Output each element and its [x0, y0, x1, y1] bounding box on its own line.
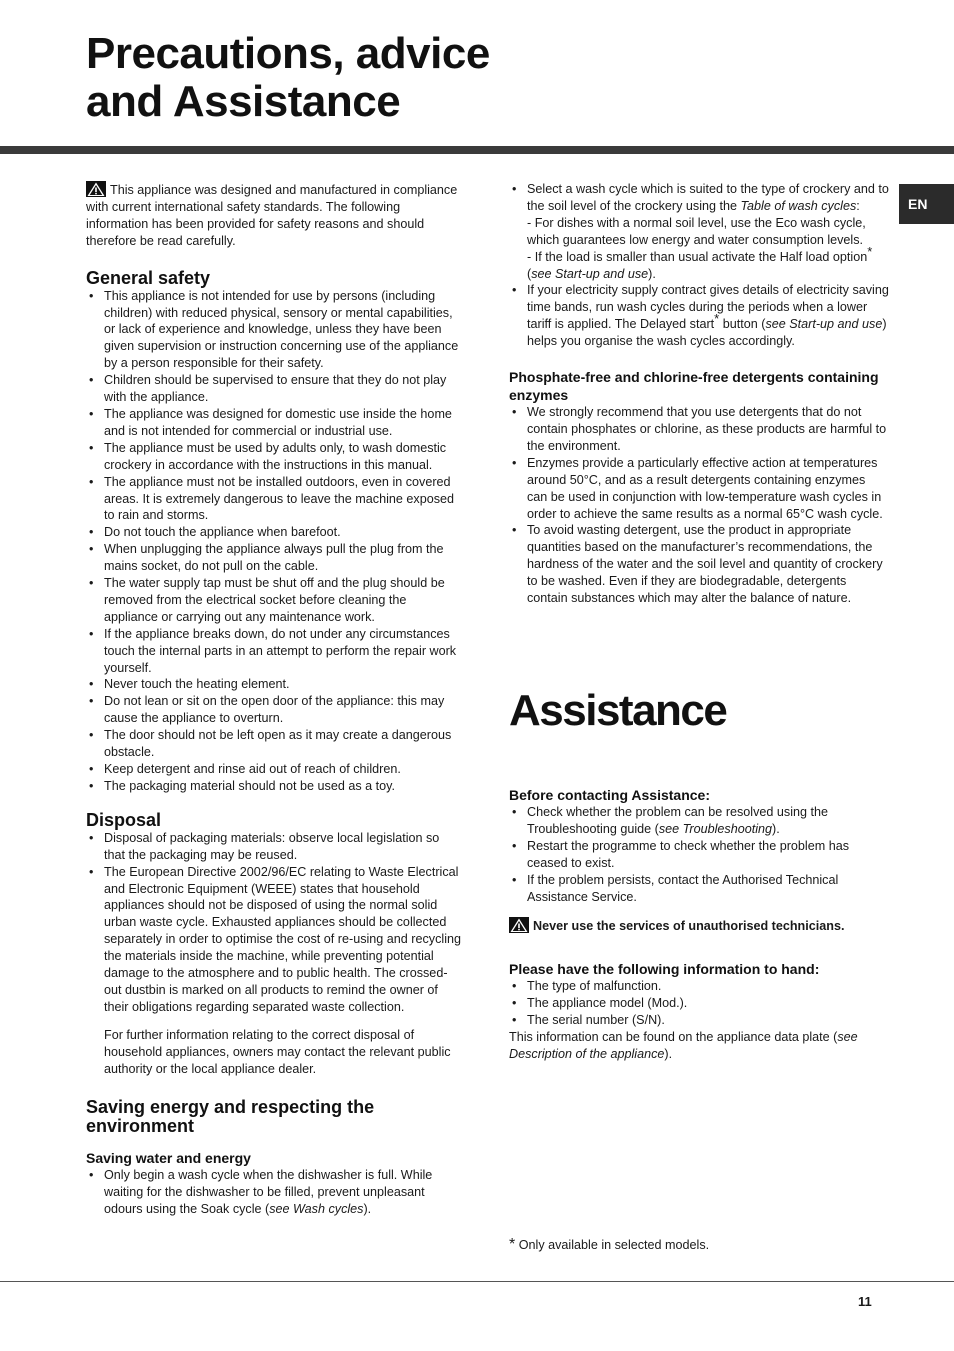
list-item: • Restart the programme to check whether the problem has ceased to exist.: [509, 838, 889, 872]
information-heading: Please have the following information to hand:: [509, 960, 820, 977]
list-item: • The appliance must be used by adults only, to wash domestic crockery in accordance with the instructions in this manual.: [86, 440, 462, 474]
before-contacting-heading: Before contacting Assistance:: [509, 786, 710, 803]
list-item: • This appliance is not intended for use by persons (including children) with reduced physical, sensory or mental capabilities, or lack of experience and knowledge, unless they have been given supervision or instruction concerning use of the appliance by a person responsible for their safety.: [86, 288, 462, 373]
list-item: • Never touch the heating element.: [86, 676, 462, 693]
disposal-list: [86, 830, 462, 1016]
title-divider-bar: [0, 146, 954, 154]
warning-triangle-icon: [86, 181, 106, 197]
list-item: • To avoid wasting detergent, use the product in appropriate quantities based on the manufacturer’s recommendations, the hardness of the water and the soil level and quantity of crockery to be washed. Even if they are biodegradable, detergents contain substances which may alter the balance of nature.: [509, 522, 889, 607]
detergents-list: [509, 404, 889, 607]
page-number: 11: [858, 1294, 872, 1309]
technician-warning: Never use the services of unauthorised technicians.: [509, 917, 889, 935]
list-item: • The type of malfunction.: [509, 978, 889, 995]
saving-water-list-left: [86, 1167, 462, 1218]
list-item: • When unplugging the appliance always pull the plug from the mains socket, do not pull on the cable.: [86, 541, 462, 575]
left-column: [86, 181, 462, 1218]
energy-heading: Saving energy and respecting the environment: [86, 1096, 375, 1136]
list-item: • If the appliance breaks down, do not under any circumstances touch the internal parts in an attempt to perform the repair work yourself.: [86, 626, 462, 677]
page-title: [86, 30, 490, 126]
information-list: [509, 978, 889, 1029]
list-item: • Disposal of packaging materials: observe local legislation so that the packaging may be reused.: [86, 830, 462, 864]
list-item: • Children should be supervised to ensure that they do not play with the appliance.: [86, 372, 462, 406]
wash-cycles-reference: see Wash cycles: [269, 1201, 364, 1216]
list-item: • If your electricity supply contract gives details of electricity saving time bands, run wash cycles during the periods when a lower tariff is applied. The Delayed start* button (see Start-up and use) helps you organise the wash cycles accordingly.: [509, 282, 889, 350]
list-item: • Keep detergent and rinse aid out of reach of children.: [86, 761, 462, 778]
detergents-heading: Phosphate-free and chlorine-free detergents containing enzymes: [509, 369, 879, 403]
start-up-reference: see Start-up and use: [765, 317, 883, 332]
footer-divider: [0, 1281, 954, 1282]
language-tab: EN: [899, 184, 954, 224]
list-item: • The packaging material should not be used as a toy.: [86, 778, 462, 795]
right-column: [509, 181, 889, 1063]
general-safety-heading: General safety: [86, 267, 211, 288]
data-plate-paragraph: This information can be found on the appliance data plate (see Description of the appliance).: [509, 1030, 858, 1061]
list-item: • Only begin a wash cycle when the dishwasher is full. While waiting for the dishwasher to be filled, prevent unpleasant odours using the Soak cycle (see Wash cycles).: [86, 1167, 462, 1218]
list-item: • Select a wash cycle which is suited to the type of crockery and to the soil level of the crockery using the Table of wash cycles: - For dishes with a normal soil level, use the Eco wash cycle, which guarantees low energy and water consumption levels. - If the load is smaller than usual activate the Half load option* (see Start-up and use).: [509, 181, 889, 282]
list-item: • The appliance model (Mod.).: [509, 995, 889, 1012]
intro-text: This appliance was designed and manufactured in compliance with current international safety standards. The following information has been provided for safety reasons and should therefore be read carefully.: [86, 183, 458, 248]
list-item: • Check whether the problem can be resolved using the Troubleshooting guide (see Troubleshooting).: [509, 804, 889, 838]
page-title-line-1: Precautions, advice: [86, 29, 490, 78]
saving-water-list-right: [509, 181, 889, 350]
intro-paragraph: [86, 181, 462, 250]
list-item: • The appliance was designed for domestic use inside the home and is not intended for commercial or industrial use.: [86, 406, 462, 440]
footnote-star: *: [714, 311, 720, 327]
before-contacting-list: [509, 804, 889, 905]
wash-cycles-table-reference: Table of wash cycles: [740, 198, 857, 213]
list-item: • The door should not be left open as it may create a dangerous obstacle.: [86, 727, 462, 761]
list-item: • Do not touch the appliance when barefoot.: [86, 524, 462, 541]
list-item: • The European Directive 2002/96/EC relating to Waste Electrical and Electronic Equipment (WEEE) states that household appliances should not be disposed of using the normal solid urban waste cycle. Exhausted appliances should be collected separately in order to optimise the cost of re-using and recycling the materials inside the machine, while preventing potential damage to the atmosphere and to public health. The crossed-out dustbin is marked on all products to remind the owner of their obligations regarding separated waste collection.: [86, 864, 462, 1016]
list-item: • If the problem persists, contact the Authorised Technical Assistance Service.: [509, 872, 889, 906]
list-item: • We strongly recommend that you use detergents that do not contain phosphates or chlorine, as these products are harmful to the environment.: [509, 404, 889, 455]
list-item: • Enzymes provide a particularly effective action at temperatures around 50°C, and as a result detergents containing enzymes can be used in conjunction with low-temperature wash cycles in order to achieve the same results as a normal 65°C wash cycle.: [509, 455, 889, 523]
list-item: • The serial number (S/N).: [509, 1012, 889, 1029]
general-safety-list: [86, 288, 462, 795]
footnote-star: *: [867, 243, 873, 259]
list-item: • The appliance must not be installed outdoors, even in covered areas. It is extremely dangerous to leave the machine exposed to rain and storms.: [86, 474, 462, 525]
description-reference: see Description of the appliance: [509, 1030, 858, 1061]
disposal-note: For further information relating to the correct disposal of household appliances, owners may contact the relevant public authority or the local appliance dealer.: [104, 1027, 451, 1076]
warning-triangle-icon: [509, 917, 529, 933]
list-item: • Do not lean or sit on the open door of the appliance: this may cause the appliance to overturn.: [86, 693, 462, 727]
list-item: • The water supply tap must be shut off and the plug should be removed from the electrical socket before cleaning the appliance or carrying out any maintenance work.: [86, 575, 462, 626]
saving-water-heading: Saving water and energy: [86, 1149, 251, 1166]
footnote: * Only available in selected models.: [509, 1236, 710, 1253]
page-title-line-2: and Assistance: [86, 77, 401, 126]
disposal-heading: Disposal: [86, 809, 162, 830]
footnote-star: *: [509, 1236, 516, 1253]
assistance-title: Assistance: [509, 685, 727, 735]
start-up-reference: see Start-up and use: [531, 266, 649, 281]
troubleshooting-reference: see Troubleshooting: [658, 822, 773, 837]
